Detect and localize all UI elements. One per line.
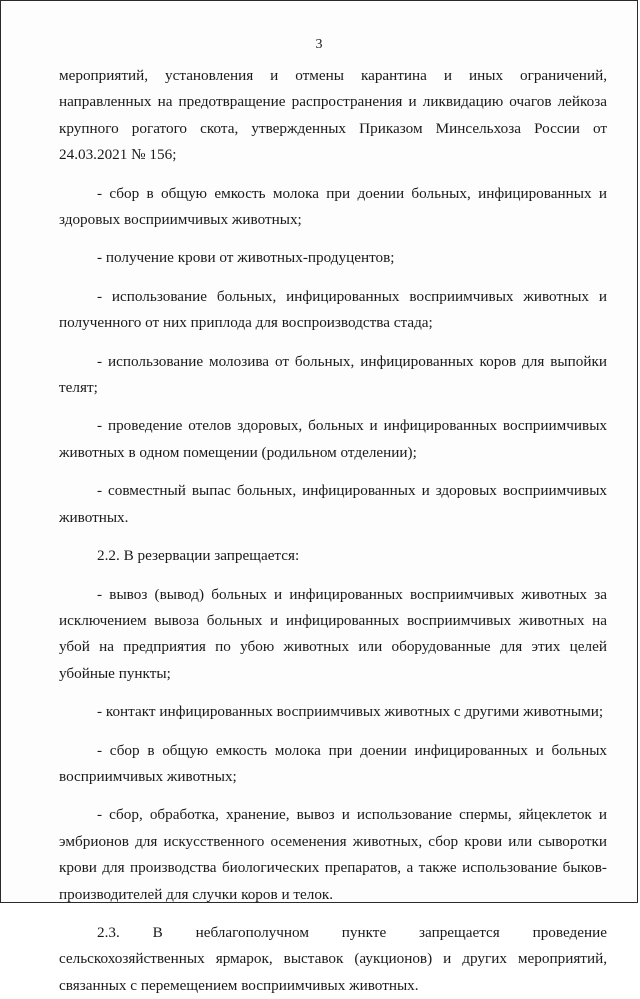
document-body — [59, 63, 607, 999]
list-item: - сбор в общую емкость молока при доении инфицированных и больных восприимчивых животных; — [59, 741, 607, 785]
list-item: - совместный выпас больных, инфицированных и здоровых восприимчивых животных. — [59, 482, 607, 526]
section-paragraph: 2.3. В неблагополучном пункте запрещается проведение сельскохозяйственных ярмарок, выставок (аукционов) и других мероприятий, связанных с перемещением восприимчивых животных. — [59, 923, 607, 994]
list-item: - использование молозива от больных, инфицированных коров для выпойки телят; — [59, 352, 607, 397]
list-item: - сбор в общую емкость молока при доении больных, инфицированных и здоровых восприимчивых животных; — [59, 184, 607, 229]
list-item: - получение крови от животных-продуцентов; — [97, 249, 395, 267]
list-item: - вывоз (вывод) больных и инфицированных восприимчивых животных за исключением вывоза больных и инфицированных восприимчивых животных на убой на предприятия по убою животных или оборудованные для этих целей убойные пункты; — [59, 585, 607, 682]
list-item: - использование больных, инфицированных восприимчивых животных и полученного от них приплода для воспроизводства стада; — [59, 287, 607, 332]
paragraph-continuation: мероприятий, установления и отмены карантина и иных ограничений, направленных на предотвращение распространения и ликвидацию очагов лейкоза крупного рогатого скота, утвержденных Приказом Минсельхоза России от 24.03.2021 № 156; — [59, 67, 607, 164]
list-item: - сбор, обработка, хранение, вывоз и использование спермы, яйцеклеток и эмбрионов для искусственного осеменения животных, сбор крови или сыворотки крови для производства биологических препаратов, а также использование быков-производителей для случки коров и телок. — [59, 806, 607, 903]
list-item: - проведение отелов здоровых, больных и инфицированных восприимчивых животных в одном помещении (родильном отделении); — [59, 417, 607, 461]
page-number: 3 — [315, 37, 323, 52]
list-item: - контакт инфицированных восприимчивых животных с другими животными; — [97, 703, 604, 721]
section-heading: 2.2. В резервации запрещается: — [97, 547, 300, 565]
